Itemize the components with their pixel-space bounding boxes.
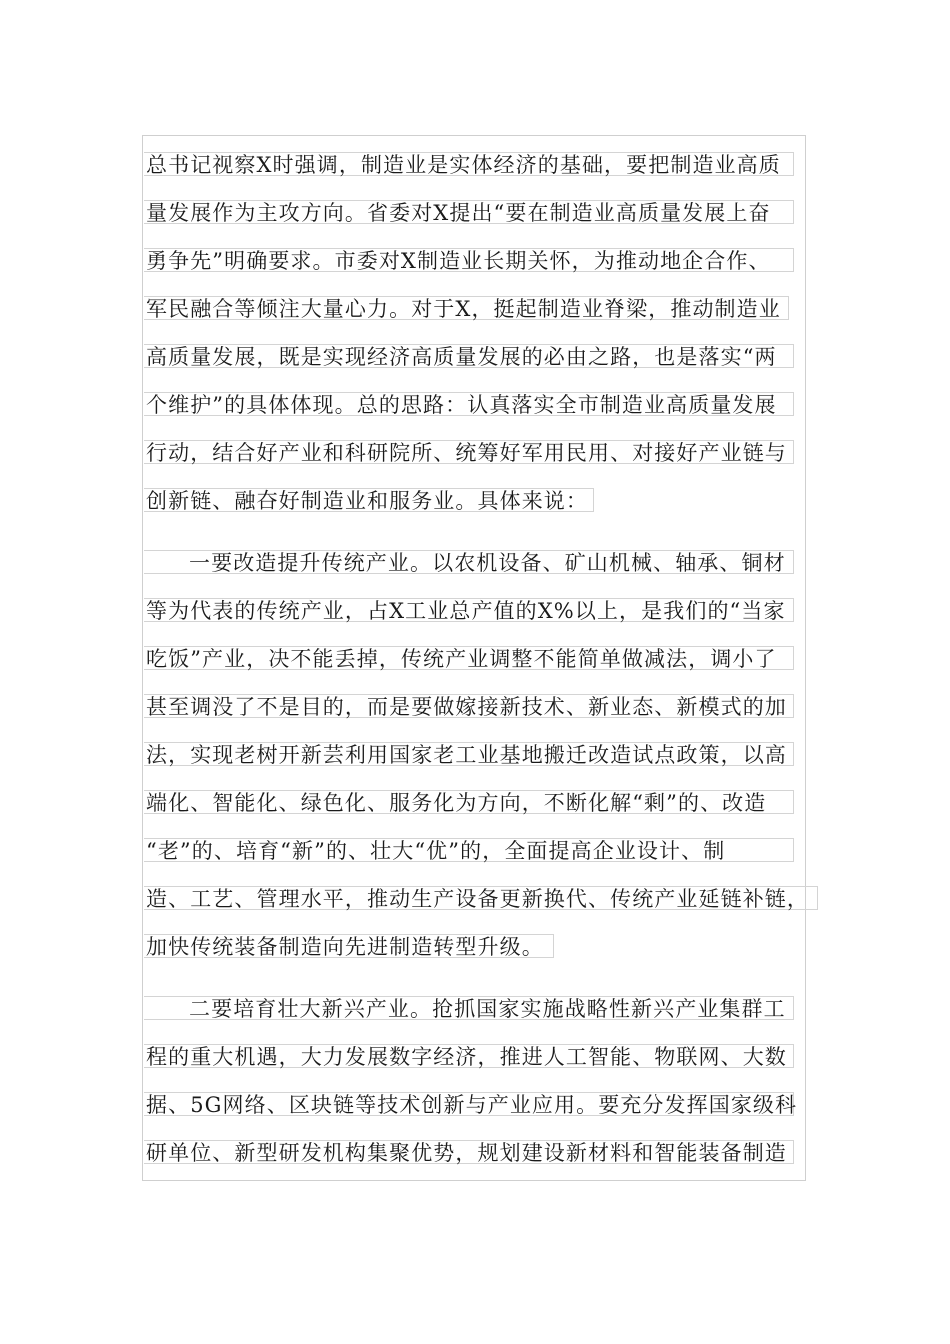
text-line-5: 高质量发展，既是实现经济高质量发展的必由之路，也是落实“两 [144,344,794,368]
text-line-17: 加快传统装备制造向先进制造转型升级。 [144,934,554,958]
text-line-2: 量发展作为主攻方向。省委对X提出“要在制造业高质量发展上奋 [144,200,794,224]
text-line-19: 程的重大机遇，大力发展数字经济，推进人工智能、物联网、大数 [144,1044,794,1068]
text-line-18: 二要培育壮大新兴产业。抢抓国家实施战略性新兴产业集群工 [144,996,794,1020]
text-line-10: 等为代表的传统产业，占X工业总产值的X%以上，是我们的“当家 [144,598,794,622]
text-line-8: 创新链、融夻好制造业和服务业。具体来说： [144,488,594,512]
text-line-3: 勇争先”明确要求。市委对X制造业长期关怀，为推动地企合作、 [144,248,794,272]
text-line-14: 端化、智能化、绿色化、服务化为方向，不断化解“剩”的、改造 [144,790,794,814]
text-line-1: 总书记视察X时强调，制造业是实体经济的基础，要把制造业高质 [144,152,794,176]
text-line-15: “老”的、培育“新”的、壮大“优”的，全面提高企业设计、制 [144,838,794,862]
text-line-9: 一要改造提升传统产业。以农机设备、矿山机械、轴承、铜材 [144,550,794,574]
text-line-11: 吃饭”产业，决不能丢掉，传统产业调整不能简单做减法，调小了 [144,646,794,670]
text-line-16: 造、工艺、管理水平，推动生产设备更新换代、传统产业延链补链， [144,886,818,910]
text-line-4: 军民融合等倾注大量心力。对于X，挺起制造业脊梁，推动制造业 [144,296,789,320]
text-line-20: 据、5G网络、区块链等技术创新与产业应用。要充分发挥国家级科 [146,1093,798,1117]
text-line-21: 研单位、新型研发机构集聚优势，规划建设新材料和智能装备制造 [144,1140,794,1164]
text-line-12: 甚至调没了不是目的，而是要做嫁接新技术、新业态、新模式的加 [144,694,794,718]
text-line-13: 法，实现老树开新芸利用国家老工业基地搬迁改造试点政策，以高 [144,742,794,766]
text-line-6: 个维护”的具体体现。总的思路：认真落实全市制造业高质量发展 [144,392,794,416]
text-line-7: 行动，结合好产业和科研院所、统筹好军用民用、对接好产业链与 [144,440,794,464]
